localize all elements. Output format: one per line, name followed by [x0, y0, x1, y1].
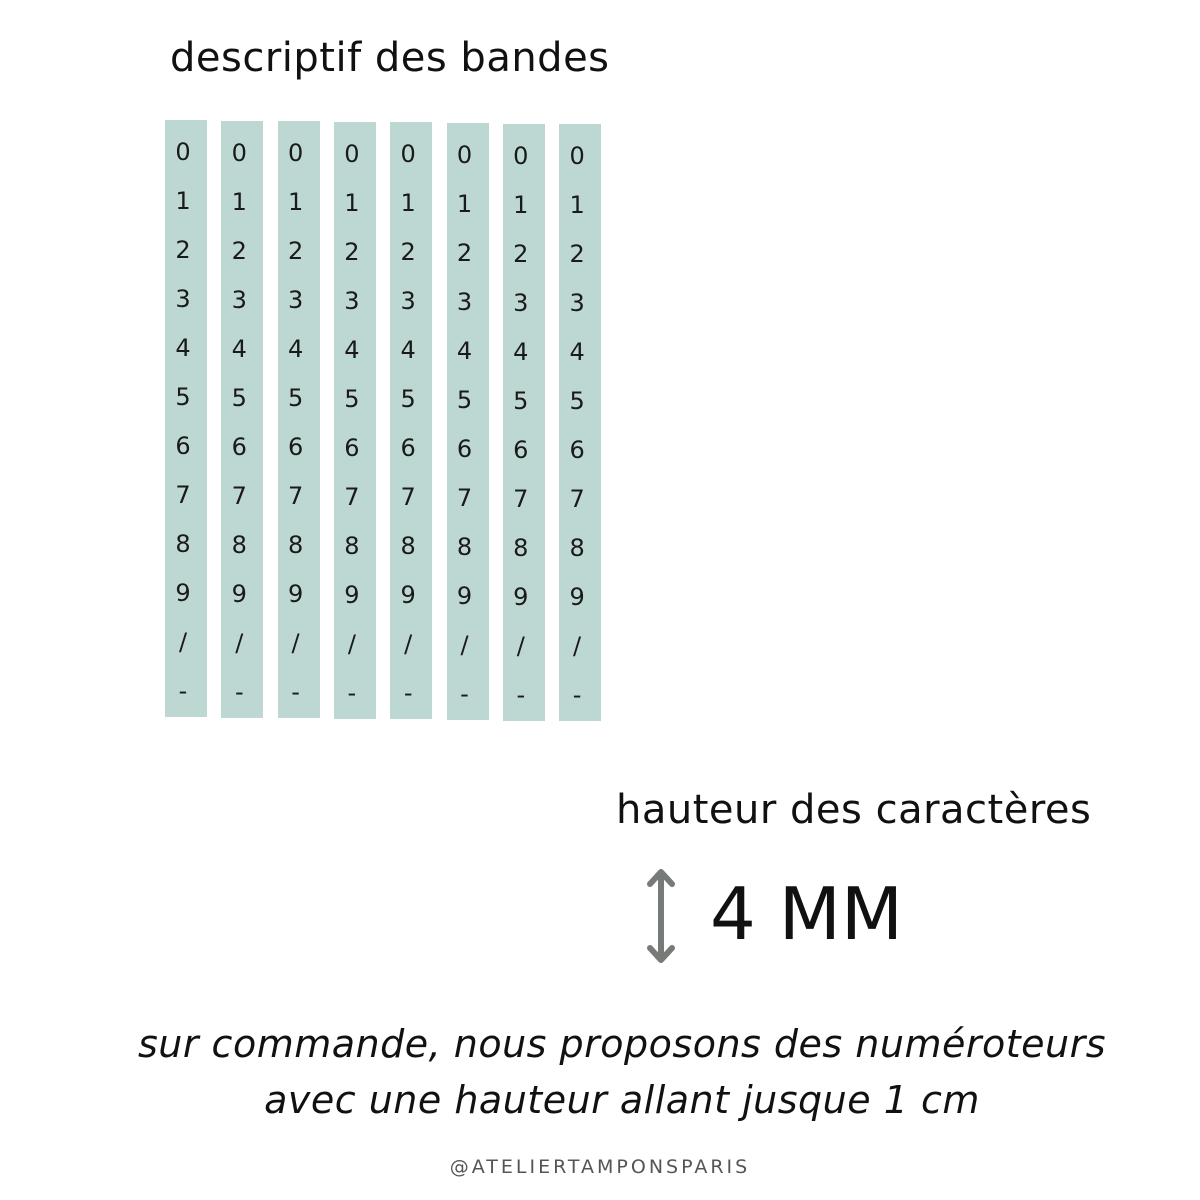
band-character: 1 — [287, 188, 304, 217]
band-character: 4 — [513, 337, 529, 366]
number-band — [559, 124, 601, 721]
note-line-1: sur commande, nous proposons des numéroteurs — [137, 1022, 1107, 1066]
band-character: 6 — [175, 432, 191, 460]
band-character: 6 — [344, 433, 360, 462]
band-character: 4 — [400, 336, 416, 365]
number-band — [278, 121, 320, 718]
band-character: 8 — [569, 534, 585, 563]
band-character: 7 — [287, 482, 304, 511]
band-character: 9 — [400, 581, 416, 610]
band-character: - — [178, 677, 188, 705]
band-character: 0 — [569, 142, 585, 171]
band-character: 9 — [569, 583, 585, 612]
band-character: 6 — [287, 433, 304, 462]
band-character: 6 — [231, 432, 247, 461]
band-character: 1 — [231, 187, 247, 216]
band-character: 0 — [287, 139, 304, 168]
band-character: 8 — [175, 530, 191, 558]
band-character: 4 — [344, 335, 360, 364]
band-character: 1 — [175, 187, 191, 215]
band-character: 3 — [513, 288, 529, 317]
number-band — [221, 121, 263, 718]
band-character: 0 — [344, 139, 360, 168]
band-character: / — [347, 629, 356, 658]
custom-order-note — [0, 1016, 1200, 1128]
band-character: 7 — [231, 481, 247, 510]
band-character: 7 — [175, 481, 191, 509]
band-character: 5 — [231, 383, 247, 412]
band-character: / — [235, 628, 244, 657]
page-title: descriptif des bandes — [170, 35, 610, 81]
band-character: - — [234, 677, 244, 706]
band-character: 0 — [175, 138, 191, 166]
band-character: 3 — [400, 287, 416, 316]
band-character: 3 — [344, 286, 360, 315]
band-character: 9 — [344, 580, 360, 609]
band-character: 8 — [400, 532, 416, 561]
band-character: 6 — [456, 435, 473, 463]
band-character: 6 — [569, 436, 585, 465]
band-character: 8 — [231, 530, 247, 559]
band-character: 0 — [513, 141, 529, 170]
band-character: 7 — [456, 484, 473, 512]
band-character: / — [291, 629, 300, 658]
band-character: 9 — [513, 582, 529, 611]
band-character: 7 — [569, 485, 585, 514]
band-character: 0 — [400, 140, 416, 169]
band-character: / — [178, 628, 188, 656]
number-band — [447, 123, 489, 720]
footer-handle: @ATELIERTAMPONSPARIS — [449, 1156, 751, 1178]
band-character: 2 — [569, 240, 585, 269]
character-height-value: 4 MM — [710, 872, 903, 956]
band-character: 1 — [569, 191, 585, 220]
band-character: 7 — [344, 482, 360, 511]
band-character: 5 — [287, 384, 304, 413]
band-character: 8 — [344, 531, 360, 560]
band-character: 3 — [287, 286, 304, 315]
band-character: - — [291, 678, 300, 707]
band-character: 6 — [400, 434, 416, 463]
number-bands — [165, 120, 605, 725]
band-character: 9 — [456, 582, 473, 610]
band-character: 3 — [231, 285, 247, 314]
band-character: 4 — [175, 334, 191, 362]
band-character: 2 — [400, 238, 416, 267]
band-character: 5 — [513, 386, 529, 415]
band-character: - — [572, 681, 582, 710]
band-character: 6 — [513, 435, 529, 464]
vertical-double-arrow-icon — [641, 866, 681, 966]
band-character: 8 — [287, 531, 304, 560]
band-character: 1 — [456, 190, 473, 218]
band-character: / — [573, 632, 582, 661]
band-character: 5 — [456, 386, 473, 414]
band-character: 8 — [456, 533, 473, 561]
band-character: 9 — [231, 579, 247, 608]
band-character: 1 — [344, 188, 360, 217]
band-character: - — [347, 678, 357, 707]
band-character: / — [404, 630, 413, 659]
note-line-2: avec une hauteur allant jusque 1 cm — [264, 1078, 980, 1122]
band-character: 4 — [287, 335, 304, 364]
band-character: 2 — [175, 236, 191, 264]
band-character: 5 — [175, 383, 191, 411]
band-character: 3 — [456, 288, 473, 316]
band-character: - — [403, 679, 413, 708]
number-band — [503, 124, 545, 721]
band-character: 9 — [287, 580, 304, 609]
band-character: / — [516, 631, 525, 660]
band-character: 7 — [400, 483, 416, 512]
band-character: 2 — [287, 237, 304, 266]
band-character: 2 — [344, 237, 360, 266]
band-character: 4 — [456, 337, 473, 365]
band-character: 1 — [513, 190, 529, 219]
band-character: 0 — [231, 138, 247, 167]
band-character: - — [516, 680, 526, 709]
number-band — [165, 120, 207, 717]
character-height-label: hauteur des caractères — [616, 787, 1092, 833]
band-character: 5 — [569, 387, 585, 416]
band-character: 5 — [400, 385, 416, 414]
band-character: 0 — [456, 141, 473, 169]
band-character: 5 — [344, 384, 360, 413]
number-band — [390, 122, 432, 719]
band-character: 3 — [175, 285, 191, 313]
band-character: 2 — [456, 239, 473, 267]
band-character: / — [460, 631, 469, 659]
band-character: - — [460, 680, 469, 708]
band-character: 7 — [513, 484, 529, 513]
number-band — [334, 122, 376, 719]
band-character: 4 — [569, 338, 585, 367]
band-character: 4 — [231, 334, 247, 363]
band-character: 2 — [231, 236, 247, 265]
band-character: 1 — [400, 189, 416, 218]
band-character: 3 — [569, 289, 585, 318]
band-character: 9 — [175, 579, 191, 607]
band-character: 2 — [513, 239, 529, 268]
band-character: 8 — [513, 533, 529, 562]
